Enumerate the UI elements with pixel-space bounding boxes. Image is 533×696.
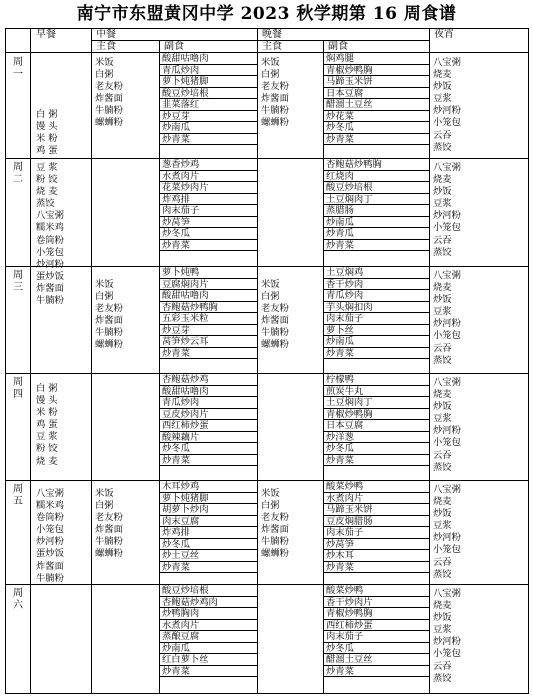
dinner-side-item: 酸菜炒鸭 [324,481,429,493]
dinner-side-list [324,159,429,251]
lunch-side-item: 西红柿炒蛋 [160,420,257,432]
header-breakfast: 早餐 [36,29,56,40]
lunch-side-item: 韭菜落红 [160,99,257,111]
dinner-side-item: 西红柿炒蛋 [324,620,429,632]
dinner-side-item: 香干炒肉片 [324,597,429,609]
day-label-tue: 周 二 [13,162,23,185]
lunch-side-item: 莴笋炒云耳 [160,336,257,348]
lunch-side-item: 炒鸭胸肉 [160,608,257,620]
dinner-side-item: 马蹄玉米饼 [324,76,429,88]
dinner-side-item: 炒冬瓜 [324,122,429,134]
night-snack-block: 八宝粥 烧麦 炒饭 豆浆 炒河粉 小笼包 云吞 蒸饺 [433,588,461,684]
header-divider [91,40,429,41]
day-divider [6,158,528,159]
dinner-side-item: 煎炭牛丸 [324,386,429,398]
breakfast-block: 白 粥 馒 头 米 粉 鸡 蛋 [36,109,58,157]
dinner-side-list [324,267,429,359]
dinner-side-item: 豆皮焖腊肠 [324,516,429,528]
page-title: 南宁市东盟黄冈中学 2023 秋学期第 16 周食谱 [76,4,457,24]
dinner-side-item: 炒青菜 [324,240,429,252]
col-divider [429,29,430,693]
dinner-side-item: 炒莴笋 [324,539,429,551]
lunch-side-item: 葱香炒鸡 [160,159,257,171]
lunch-side-item: 萝卜炖猪脚 [160,493,257,505]
lunch-side-item: 酸豆炒培根 [160,585,257,597]
lunch-side-item: 红白萝卜丝 [160,654,257,666]
lunch-side-item: 炒青菜 [160,455,257,467]
day-label-thu: 周 四 [13,377,23,400]
lunch-side-item: 肉末豆腐 [160,516,257,528]
night-snack-block: 八宝粥 烧麦 炒饭 豆浆 炒河粉 小笼包 云吞 蒸饺 [433,57,461,153]
lunch-side-item: 酸辣藕片 [160,432,257,444]
dinner-side-item: 青椒炒鸭胸 [324,65,429,77]
lunch-side-item: 杏鲍菇炒鸡肉 [160,597,257,609]
dinner-side-item: 土豆焖肉丁 [324,397,429,409]
dinner-side-list [324,374,429,466]
dinner-side-item: 醋溜土豆丝 [324,654,429,666]
lunch-side-item: 炒冬瓜 [160,228,257,240]
lunch-side-item: 炸鸡排 [160,527,257,539]
dinner-side-item: 芋头焖扣肉 [324,302,429,314]
lunch-side-item: 花菜炒肉片 [160,182,257,194]
dinner-side-item: 炒青菜 [324,562,429,574]
lunch-side-item: 炒青菜 [160,134,257,146]
lunch-staple-block: 米饭 白粥 老友粉 炸酱面 牛腩粉 螺蛳粉 [95,279,123,351]
dinner-side-item: 肉末茄子 [324,527,429,539]
day-label-wed: 周 三 [13,270,23,293]
lunch-side-item: 炒冬瓜 [160,539,257,551]
lunch-staple-block: 米饭 白粥 老友粉 炸酱面 牛腩粉 螺蛳粉 [95,488,123,560]
dinner-side-item: 炒南瓜 [324,217,429,229]
lunch-side-item: 五彩玉米粒 [160,313,257,325]
lunch-side-item: 炒青菜 [160,240,257,252]
dinner-side-item: 炒青瓜 [324,228,429,240]
header-lunch-side: 副食 [164,41,184,52]
lunch-side-item: 萝卜炖鸭 [160,267,257,279]
lunch-side-item: 炒豆芽 [160,111,257,123]
dinner-side-item: 柠檬鸭 [324,374,429,386]
lunch-side-item: 蒸酿豆腐 [160,631,257,643]
lunch-side-item: 炒土豆丝 [160,550,257,562]
col-divider [91,29,92,693]
dinner-staple-block: 米饭 白粥 老友粉 炸酱面 牛腩粉 螺蛳粉 [261,488,289,560]
day-divider [6,480,528,481]
lunch-side-item: 豆皮炒肉片 [160,409,257,421]
lunch-side-item: 杏鲍菇炒鸭胸 [160,302,257,314]
dinner-side-item: 炒青菜 [324,348,429,360]
dinner-side-item: 青椒炒鸭胸 [324,608,429,620]
day-label-mon: 周 一 [13,57,23,80]
lunch-side-item: 酸甜咕噜肉 [160,386,257,398]
dinner-side-item: 青瓜炒肉 [324,290,429,302]
lunch-side-item: 炒青菜 [160,666,257,678]
lunch-side-item: 炒豆芽 [160,325,257,337]
lunch-side-item: 炒冬瓜 [160,443,257,455]
header-dinner-side: 副食 [328,41,348,52]
dinner-side-item: 青椒炒鸭胸 [324,409,429,421]
dinner-side-item: 肉末茄子 [324,313,429,325]
dinner-side-item: 炒木耳 [324,550,429,562]
dinner-side-item: 炒青菜 [324,666,429,678]
dinner-side-list [324,481,429,573]
dinner-side-item: 红烧肉 [324,171,429,183]
dinner-side-item: 炒花菜 [324,111,429,123]
lunch-side-list [160,481,257,573]
dinner-side-list [324,585,429,677]
lunch-side-list [160,374,257,466]
dinner-side-item: 土豆焖鸡 [324,267,429,279]
header-dinner-staple: 主食 [262,41,282,52]
lunch-staple-block: 米饭 白粥 老友粉 炸酱面 牛腩粉 螺蛳粉 [95,57,123,129]
day-label-sat: 周 六 [13,588,23,611]
lunch-side-list [160,585,257,677]
dinner-side-item: 马蹄玉米饼 [324,504,429,516]
dinner-side-item: 炒冬瓜 [324,643,429,655]
night-snack-block: 八宝粥 烧麦 炒饭 豆浆 炒河粉 小笼包 云吞 蒸饺 [433,484,461,580]
dinner-side-list [324,53,429,145]
breakfast-block: 豆 浆 粉 饺 烧 麦 蒸饺 八宝粥 糯米鸡 卷筒粉 小笼包 炒河粉 蛋炒饭 炸酱面 牛腩粉 [36,162,64,307]
dinner-side-item: 土豆焖肉丁 [324,194,429,206]
header-lunch-staple: 主食 [96,41,116,52]
header-night-snack: 夜宵 [434,29,454,40]
dinner-side-item: 蒸腊肠 [324,205,429,217]
lunch-side-item: 炒南瓜 [160,643,257,655]
lunch-side-list [160,159,257,251]
dinner-staple-block: 米饭 白粥 老友粉 炸酱面 牛腩粉 螺蛳粉 [261,57,289,129]
lunch-side-item: 萝卜炖猪脚 [160,76,257,88]
lunch-side-item: 豆腐焖肉片 [160,279,257,291]
dinner-side-item: 炒南瓜 [324,336,429,348]
day-divider [6,373,528,374]
dinner-side-item: 日本豆腐 [324,420,429,432]
dinner-staple-block: 米饭 白粥 老友粉 炸酱面 牛腩粉 螺蛳粉 [261,279,289,351]
lunch-side-item: 酸甜咕噜肉 [160,290,257,302]
dinner-side-item: 焖鸡腿 [324,53,429,65]
dinner-side-item: 香干炒肉 [324,279,429,291]
dinner-side-item: 水煮肉片 [324,493,429,505]
dinner-side-item: 杏鲍菇炒鸭胸 [324,159,429,171]
lunch-side-item: 青瓜炒肉 [160,397,257,409]
breakfast-block: 八宝粥 糯米鸡 卷筒粉 小笼包 炒河粉 蛋炒饭 炸酱面 牛腩粉 [36,488,64,584]
lunch-side-item: 水煮肉片 [160,620,257,632]
menu-table [5,28,529,694]
lunch-side-list [160,267,257,359]
lunch-side-item: 炒青菜 [160,348,257,360]
dinner-side-item: 肉末茄子 [324,631,429,643]
dinner-side-item: 酸豆炒培根 [324,182,429,194]
dinner-side-item: 酸菜炒鸭 [324,585,429,597]
col-divider [257,29,258,693]
dinner-side-item: 醋溜土豆丝 [324,99,429,111]
night-snack-block: 八宝粥 烧麦 炒饭 豆浆 炒河粉 小笼包 云吞 蒸饺 [433,377,461,473]
col-divider [30,29,31,693]
lunch-side-item: 肉末茄子 [160,205,257,217]
dinner-side-item: 炒冬瓜 [324,443,429,455]
dinner-side-item: 炒青菜 [324,455,429,467]
lunch-side-item: 炒南瓜 [160,122,257,134]
dinner-side-item: 炒洋葱 [324,432,429,444]
lunch-side-item: 炒莴笋 [160,217,257,229]
lunch-side-item: 胡萝卜炒肉 [160,504,257,516]
night-snack-block: 八宝粥 烧麦 炒饭 豆浆 炒河粉 小笼包 云吞 蒸饺 [433,162,461,258]
lunch-side-item: 酸豆炒培根 [160,88,257,100]
lunch-side-item: 木耳炒鸡 [160,481,257,493]
dinner-side-item: 萝卜丝 [324,325,429,337]
breakfast-block: 白 粥 馒 头 米 粉 鸡 蛋 豆 浆 粉 饺 烧 麦 [36,383,58,467]
dinner-side-item: 炒青菜 [324,134,429,146]
lunch-side-item: 杏鲍菇炒鸡 [160,374,257,386]
header-lunch: 中餐 [96,29,116,40]
lunch-side-item: 酸甜咕噜肉 [160,53,257,65]
lunch-side-item: 青瓜炒肉 [160,65,257,77]
lunch-side-item: 水煮肉片 [160,171,257,183]
lunch-side-list [160,53,257,145]
day-label-fri: 周 五 [13,484,23,507]
night-snack-block: 八宝粥 烧麦 炒饭 豆浆 炒河粉 小笼包 云吞 蒸饺 [433,270,461,366]
lunch-side-item: 炒青菜 [160,562,257,574]
dinner-side-item: 日本豆腐 [324,88,429,100]
header-dinner: 晚餐 [262,29,282,40]
lunch-side-item: 炸鸡排 [160,194,257,206]
